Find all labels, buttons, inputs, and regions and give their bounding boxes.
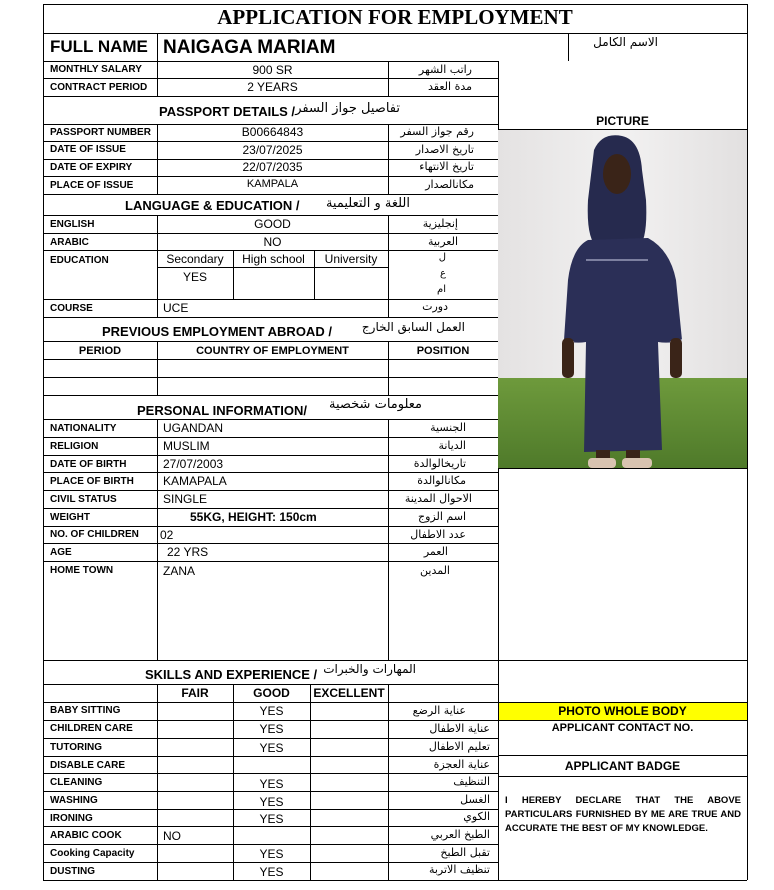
rule [43,508,498,509]
skill-good: YES [259,741,284,755]
passport-number-label: PASSPORT NUMBER [50,127,151,138]
skill-label: BABY SITTING [50,705,121,716]
applicant-figure [498,130,747,468]
skill-good: YES [259,777,284,791]
rule [43,61,498,62]
pob-ar: مكانالوالدة [417,474,466,487]
religion-value: MUSLIM [163,439,210,453]
civil-status-value: SINGLE [163,492,208,506]
rule [43,250,498,251]
prev-employment-heading: PREVIOUS EMPLOYMENT ABROAD / [102,324,332,339]
skill-ar: عناية الاطفال [429,722,490,735]
skill-label: CHILDREN CARE [50,723,133,734]
skill-ar: الغسل [460,793,490,806]
salary-ar: راتب الشهر [418,63,472,76]
age-ar: العمر [423,545,448,558]
course-label: COURSE [50,303,93,314]
rule [43,756,498,757]
rule [498,755,747,756]
rule [498,776,747,777]
photo-whole-body-label: PHOTO WHOLE BODY [558,704,687,718]
rule [43,543,498,544]
skill-label: DUSTING [50,866,95,877]
full-name-label: FULL NAME [50,37,148,56]
skill-good: YES [259,795,284,809]
date-of-issue-label: DATE OF ISSUE [50,144,126,155]
religion-ar: الديانة [438,439,466,452]
rule [43,437,498,438]
pob-value: KAMAPALA [163,474,227,488]
course-ar: دورت [422,300,448,313]
children-label: NO. OF CHILDREN [50,529,139,540]
rule [43,141,498,142]
rule [43,684,498,685]
salary-value: 900 SR [252,63,293,77]
weight-value: 55KG, HEIGHT: 150cm [190,510,317,524]
rule [43,233,498,234]
rule [43,472,498,473]
skills-heading: SKILLS AND EXPERIENCE / [145,667,318,682]
skill-label: WASHING [50,795,98,806]
applicant-photo [498,130,747,468]
english-ar: إنجليزية [422,217,458,230]
place-of-issue-ar: مكانالصدار [425,178,474,191]
passport-heading: PASSPORT DETAILS / [159,104,296,119]
skill-good: YES [259,812,284,826]
date-of-expiry-label: DATE OF EXPIRY [50,162,133,173]
rule [388,419,389,660]
skill-ar: عناية الرضع [412,704,466,717]
passport-number-ar: رقم جواز السفر [400,125,474,138]
applicant-contact-label: APPLICANT CONTACT NO. [551,722,694,734]
prev-position-header: POSITION [416,345,470,357]
children-ar: عدد الاطفال [410,528,466,541]
rule [43,359,498,360]
children-value: 02 [160,528,174,542]
personal-heading-ar: معلومات شخصية [329,397,422,412]
date-of-issue-value: 23/07/2025 [242,143,303,157]
nationality-ar: الجنسية [430,421,466,434]
rule [310,684,311,880]
edu-secondary-value: YES [182,270,207,284]
rule [388,684,389,880]
english-label: ENGLISH [50,219,95,230]
course-value: UCE [163,301,189,315]
date-of-expiry-value: 22/07/2035 [242,160,303,174]
weight-ar: اسم الزوج [418,510,466,523]
form-title: APPLICATION FOR EMPLOYMENT [217,5,573,29]
skill-good: YES [259,847,284,861]
english-value: GOOD [254,217,291,231]
date-of-expiry-ar: تاريخ الانتهاء [419,160,474,173]
rule [43,377,498,378]
rule [157,33,158,61]
rule [43,4,44,880]
skill-ar: عناية العجزة [433,758,490,771]
edu-university: University [324,252,378,266]
rule [43,490,498,491]
arabic-value: NO [263,235,282,249]
skill-label: Cooking Capacity [50,848,135,859]
rule [43,341,498,342]
skill-ar: تعليم الاطفال [428,740,490,753]
skill-ar: التنظيف [453,775,490,788]
age-value: 22 YRS [167,545,209,559]
picture-label: PICTURE [596,114,649,128]
applicant-badge-label: APPLICANT BADGE [564,759,681,773]
rule [43,215,498,216]
contract-value: 2 YEARS [247,80,298,94]
arabic-ar: العربية [427,235,458,248]
rule [388,61,389,96]
edu-ar-1: ل [438,252,446,263]
edu-ar-2: ع [440,268,446,279]
home-town-label: HOME TOWN [50,565,114,576]
rule [157,267,388,268]
rule [157,684,158,880]
rule [43,176,498,177]
date-of-issue-ar: تاريخ الاصدار [415,143,474,156]
rule [43,419,498,420]
skill-ar: الطبخ العربي [430,828,490,841]
rule [43,738,498,739]
edu-ar-3: ام [437,284,446,295]
prev-country-header: COUNTRY OF EMPLOYMENT [196,345,349,357]
rule [388,124,389,194]
home-town-ar: المدين [420,564,450,577]
civil-status-ar: الاحوال المدينة [404,492,472,505]
age-label: AGE [50,547,72,558]
weight-label: WEIGHT [50,512,90,523]
skill-good: YES [259,865,284,879]
pob-label: PLACE OF BIRTH [50,476,134,487]
passport-heading-ar: تفاصيل جواز السفر [295,101,400,116]
rule [43,455,498,456]
rule [43,526,498,527]
rule [157,419,158,660]
place-of-issue-label: PLACE OF ISSUE [50,180,134,191]
education-label: EDUCATION [50,255,109,266]
skills-excellent-header: EXCELLENT [313,686,385,700]
salary-label: MONTHLY SALARY [50,64,142,75]
skills-good-header: GOOD [253,686,290,700]
skill-fair: NO [163,829,181,843]
rule [43,880,747,881]
arabic-label: ARABIC [50,237,89,248]
declaration-text: I HEREBY DECLARE THAT THE ABOVE PARTICULARS FURNISHED BY ME ARE TRUE AND ACCURATE THE BEST OF MY KNOWLEDGE. [505,795,741,834]
rule [43,773,498,774]
rule [43,78,498,79]
edu-secondary: Secondary [166,252,224,266]
place-of-issue-value: KAMPALA [246,178,299,190]
dob-label: DATE OF BIRTH [50,459,127,470]
full-name-value: NAIGAGA MARIAM [163,37,336,58]
rule [747,4,748,880]
full-name-ar: الاسم الكامل [593,35,658,49]
nationality-label: NATIONALITY [50,423,117,434]
prev-employment-heading-ar: العمل السابق الخارج [361,320,465,334]
prev-period-header: PERIOD [78,345,122,357]
civil-status-label: CIVIL STATUS [50,494,117,505]
home-town-value: ZANA [163,564,196,578]
rule [43,194,498,195]
skill-label: CLEANING [50,777,103,788]
skill-good: YES [259,704,284,718]
rule [43,791,498,792]
dob-ar: تاريخالوالدة [413,457,466,470]
rule [43,826,498,827]
skill-label: IRONING [50,813,93,824]
rule [43,33,747,34]
edu-high-school: High school [242,252,305,266]
rule [568,33,569,61]
nationality-value: UGANDAN [163,421,224,435]
passport-number-value: B00664843 [241,125,304,139]
skill-label: DISABLE CARE [50,760,126,771]
personal-heading: PERSONAL INFORMATION/ [137,403,307,418]
skill-good: YES [259,722,284,736]
rule [43,561,498,562]
rule [43,660,747,661]
skill-ar: الكوي [463,810,490,823]
skill-label: TUTORING [50,742,103,753]
rule [43,395,498,396]
skill-ar: تنظيف الاتربة [428,863,490,876]
skill-ar: تقبل الطبخ [440,846,490,859]
contract-ar: مدة العقد [428,80,472,93]
rule [43,96,498,97]
skills-fair-header: FAIR [181,686,209,700]
dob-value: 27/07/2003 [163,457,224,471]
skills-heading-ar: المهارات والخبرات [323,662,416,676]
rule [43,844,498,845]
rule [498,468,747,469]
rule [43,317,498,318]
language-heading: LANGUAGE & EDUCATION / [125,198,300,213]
religion-label: RELIGION [50,441,99,452]
rule [388,215,389,317]
language-heading-ar: اللغة و التعليمية [325,196,410,211]
rule [43,720,747,721]
skill-label: ARABIC COOK [50,830,122,841]
contract-label: CONTRACT PERIOD [50,82,148,93]
